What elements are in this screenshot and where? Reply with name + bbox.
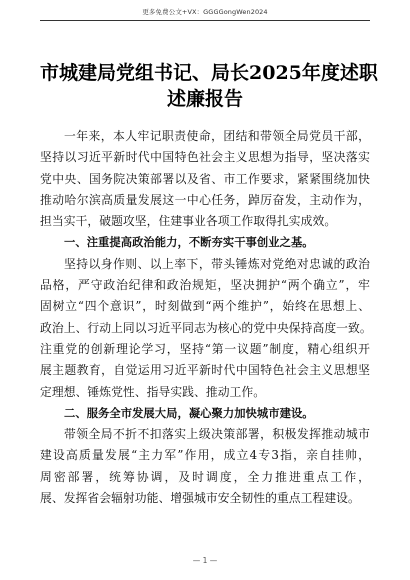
paragraph-line: 展主题教育，自觉运用习近平新时代中国特色社会主义思想坚	[40, 363, 370, 378]
paragraph-line: 注重党的创新理论学习，坚持“第一议题”制度，精心组织开	[40, 341, 370, 356]
paragraph-line: 推动哈尔滨高质量发展这一中心任务，踔厉奋发，主动作为，	[40, 192, 370, 207]
paragraph-line: 坚持以习近平新时代中国特色社会主义思想为指导，坚决落实	[40, 150, 370, 165]
document-title	[40, 60, 378, 112]
paragraph-line: 建设高质量发展“主力军”作用，成立4专3指，亲自挂帅，	[40, 448, 370, 463]
paragraph-line: 周密部署，统筹协调，及时调度，全力推进重点工作，	[40, 469, 370, 484]
page-number: — 1 —	[192, 556, 218, 565]
section-heading-1: 一、注重提高政治能力，不断夯实干事创业之基。	[64, 236, 314, 250]
paragraph-line: 定理想、锤炼党性、指导实践、推动工作。	[40, 384, 266, 399]
paragraph-line: 担当实干，破题攻坚，住建事业各项工作取得扎实成效。	[40, 214, 337, 229]
paragraph-line: 固树立“四个意识”，时刻做到“两个维护”，始终在思想上、	[40, 299, 370, 314]
header-rule	[40, 20, 370, 21]
paragraph-line: 展、发挥省会辐射功能、增强城市安全韧性的重点工程建设。	[40, 491, 360, 506]
paragraph-line: 一年来，本人牢记职责使命，团结和带领全局党员干部，	[64, 129, 370, 143]
paragraph-line: 党中央、国务院决策部署以及省、市工作要求，紧紧围绕加快	[40, 171, 370, 186]
paragraph-line: 坚持以身作则、以上率下，带头锤炼对党绝对忠诚的政治	[64, 256, 370, 271]
paragraph-line: 政治上、行动上同以习近平同志为核心的党中央保持高度一致。	[40, 320, 372, 335]
title-line-2: 述廉报告	[166, 88, 243, 110]
title-line-1: 市城建局党组书记、局长2025年度述职	[40, 62, 378, 84]
document-body	[40, 126, 370, 509]
paragraph-line: 带领全局不折不扣落实上级决策部署，积极发挥推动城市	[64, 427, 370, 442]
section-heading-2: 二、服务全市发展大局，凝心聚力加快城市建设。	[64, 406, 314, 420]
paragraph-line: 品格，严守政治纪律和政治规矩，坚决拥护“两个确立”，牢	[40, 278, 370, 293]
header-note: 更多免费公文+VX：GGGGongWen2024	[142, 8, 268, 16]
